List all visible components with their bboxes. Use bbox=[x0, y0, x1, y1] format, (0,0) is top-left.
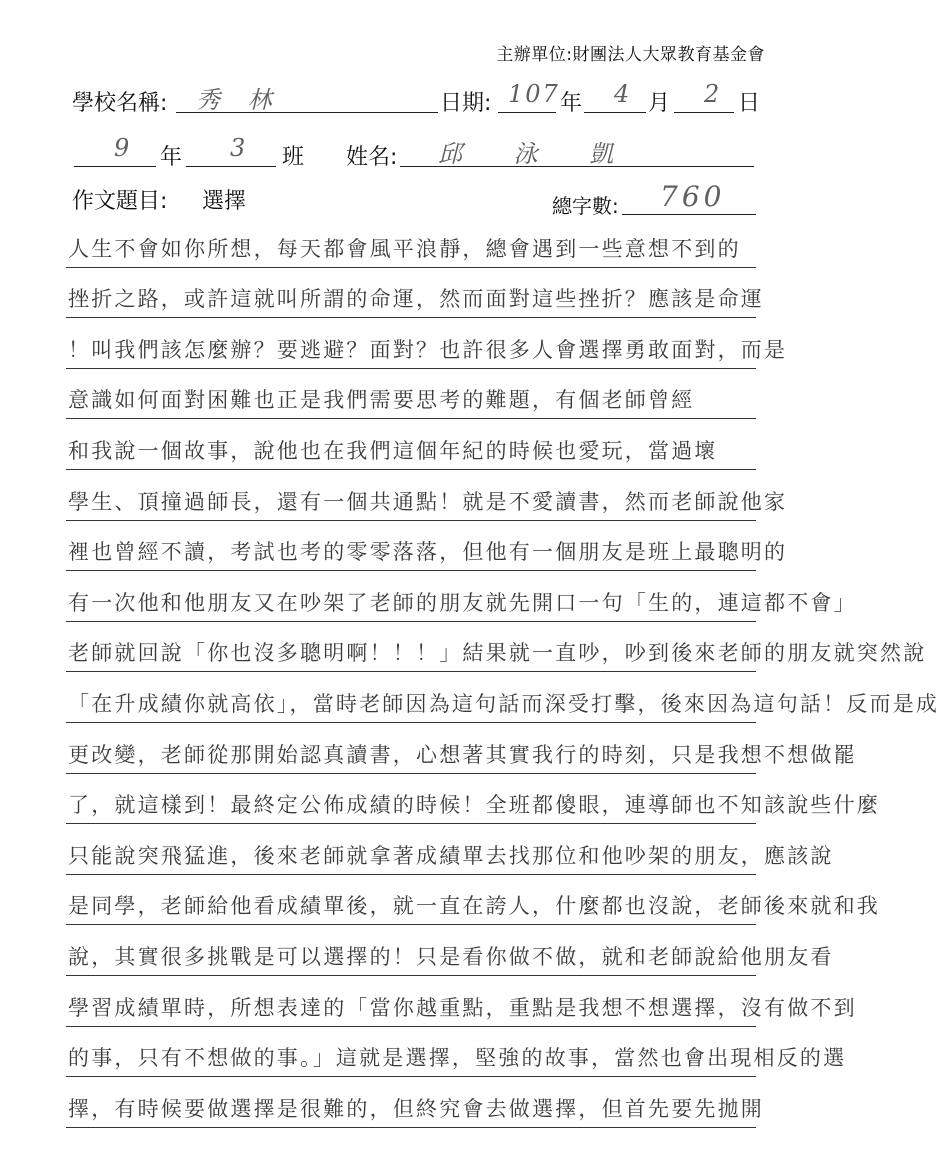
essay-line bbox=[66, 323, 788, 369]
topic-wordcount-row bbox=[0, 182, 827, 216]
essay-line bbox=[66, 1082, 764, 1128]
essay-line-text: 更改變，老師從那開始認真讀書，心想著其實我行的時刻，只是我想不想做罷 bbox=[68, 742, 857, 767]
school-name-value: 秀 林 bbox=[196, 86, 282, 114]
essay-line-text: 意識如何面對困難也正是我們需要思考的難題，有個老師曾經 bbox=[68, 388, 695, 413]
essay-line-text: 老師就回說「你也沒多聰明啊！！！」結果就一直吵，吵到後來老師的朋友就突然說 bbox=[68, 641, 927, 666]
essay-line bbox=[66, 526, 788, 572]
essay-line bbox=[66, 880, 880, 926]
essay-line bbox=[66, 627, 927, 673]
topic-value: 選擇 bbox=[202, 189, 247, 214]
year-label: 年 bbox=[560, 91, 583, 116]
essay-line bbox=[66, 930, 834, 976]
wordcount-value: 760 bbox=[660, 180, 726, 213]
name-value: 邱 泳 凱 bbox=[438, 140, 636, 168]
name-label: 姓名: bbox=[346, 145, 398, 170]
wordcount-label: 總字數: bbox=[552, 194, 619, 218]
grade-label: 年 bbox=[160, 145, 183, 170]
essay-line-text: 的事，只有不想做的事。」這就是選擇，堅強的故事，當然也會出現相反的選 bbox=[68, 1046, 847, 1071]
essay-line bbox=[66, 475, 788, 521]
essay-line-text: 「在升成績你就高依」，當時老師因為這句話而深受打擊，後來因為這句話！反而是成 bbox=[68, 691, 939, 716]
essay-line-text: 有一次他和他朋友又在吵架了老師的朋友就先開口一句「生的，連這都不會」 bbox=[68, 590, 857, 615]
month-label: 月 bbox=[648, 91, 671, 116]
grade-class-name-row bbox=[0, 134, 827, 172]
essay-line bbox=[66, 829, 834, 875]
organizer-line: 主辦單位:財團法人大眾教育基金會 bbox=[496, 45, 765, 65]
essay-line-text: 了，就這樣到！最終定公佈成績的時候！全班都傻眼，連導師也不知該說些什麼 bbox=[68, 793, 880, 818]
day-label: 日 bbox=[738, 91, 761, 116]
essay-line bbox=[66, 779, 880, 825]
essay-line bbox=[66, 374, 756, 420]
date-day-value: 2 bbox=[704, 80, 730, 108]
essay-line-text: 學習成績單時，所想表達的「當你越重點，重點是我想不想選擇，沒有做不到 bbox=[68, 995, 857, 1020]
essay-line bbox=[66, 424, 756, 470]
essay-line bbox=[66, 981, 857, 1027]
essay-line bbox=[66, 677, 939, 723]
essay-line-text: 挫折之路，或許這就叫所謂的命運，然而面對這些挫折？應該是命運 bbox=[68, 287, 764, 312]
essay-line-text: 只能說突飛猛進，後來老師就拿著成績單去找那位和他吵架的朋友，應該說 bbox=[68, 843, 834, 868]
essay-line bbox=[66, 728, 857, 774]
essay-line bbox=[66, 273, 764, 319]
date-month-value: 4 bbox=[614, 80, 640, 108]
essay-line-text: 擇，有時候要做選擇是很難的，但終究會去做選擇，但首先要先拋開 bbox=[68, 1096, 764, 1121]
date-year-value: 107 bbox=[508, 80, 560, 108]
class-label: 班 bbox=[282, 145, 305, 170]
essay-line-text: 是同學，老師給他看成績單後，就一直在誇人，什麼都也沒說，老師後來就和我 bbox=[68, 894, 880, 919]
essay-line bbox=[66, 576, 857, 622]
school-date-row bbox=[0, 80, 827, 118]
essay-line-text: 說，其實很多挑戰是可以選擇的！只是看你做不做，就和老師說給他朋友看 bbox=[68, 944, 834, 969]
date-label: 日期: bbox=[440, 91, 492, 116]
class-value: 3 bbox=[230, 134, 256, 162]
essay-line bbox=[66, 222, 756, 268]
topic-label: 作文題目: bbox=[72, 189, 168, 214]
school-name-label: 學校名稱: bbox=[72, 91, 168, 116]
essay-line-text: 人生不會如你所想，每天都會風平浪靜，總會遇到一些意想不到的 bbox=[68, 236, 741, 261]
grade-value: 9 bbox=[114, 134, 140, 162]
essay-line-text: 學生、頂撞過師長，還有一個共通點！就是不愛讀書，然而老師說他家 bbox=[68, 489, 788, 514]
essay-line bbox=[66, 1032, 847, 1078]
essay-line-text: 和我說一個故事，說他也在我們這個年紀的時候也愛玩，當過壞 bbox=[68, 438, 718, 463]
essay-line-text: 裡也曾經不讀，考試也考的零零落落，但他有一個朋友是班上最聰明的 bbox=[68, 540, 788, 565]
essay-line-text: ！叫我們該怎麼辦？要逃避？面對？也許很多人會選擇勇敢面對，而是 bbox=[68, 337, 788, 362]
